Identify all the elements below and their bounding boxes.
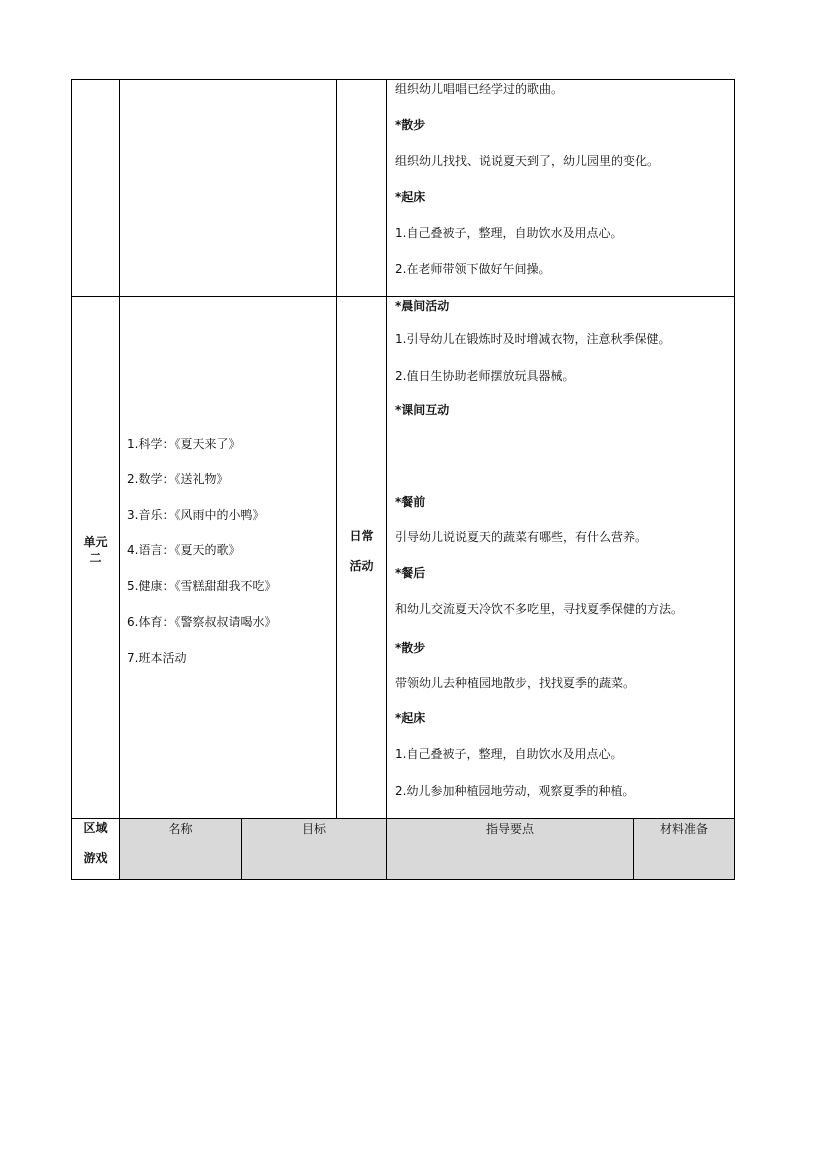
content-line: 组织幼儿找找、说说夏天到了，幼儿园里的变化。 [395, 154, 660, 168]
content-line: 1.引导幼儿在锻炼时及时增减衣物，注意秋季保健。 [395, 332, 671, 346]
content-line: 2.值日生协助老师摆放玩具器械。 [395, 369, 575, 383]
unit-label: 单元 [83, 535, 108, 549]
activity-heading: *餐前 [395, 495, 426, 509]
activity-heading: *晨间活动 [395, 299, 450, 313]
content-line: 2.幼儿参加种植园地劳动，观察夏季的种植。 [395, 784, 635, 798]
col-divider [119, 79, 120, 880]
daily-activity-label: 日常 [349, 529, 374, 543]
content-line: 组织幼儿唱唱已经学过的歌曲。 [395, 82, 564, 96]
area-game-label: 游戏 [83, 851, 108, 865]
header-name: 名称 [168, 822, 193, 836]
activity-heading: *课间互动 [395, 403, 450, 417]
activity-heading: *起床 [395, 711, 426, 725]
lesson-item: 4.语言：《夏天的歌》 [127, 543, 241, 557]
header-guidance: 指导要点 [485, 822, 534, 836]
lesson-item: 7.班本活动 [127, 651, 187, 665]
row-divider [71, 818, 735, 819]
col-divider [386, 79, 387, 880]
header-materials: 材料准备 [659, 822, 708, 836]
header-goal: 目标 [301, 822, 326, 836]
content-line: 和幼儿交流夏天冷饮不多吃里，寻找夏季保健的方法。 [395, 602, 684, 616]
lesson-item: 1.科学：《夏天来了》 [127, 437, 241, 451]
content-line: 带领幼儿去种植园地散步，找找夏季的蔬菜。 [395, 676, 636, 690]
activity-heading: *散步 [395, 118, 426, 132]
content-line: 2.在老师带领下做好午间操。 [395, 262, 551, 276]
row-divider [71, 296, 735, 297]
area-game-label: 区域 [83, 821, 108, 835]
unit-number: 二 [89, 551, 102, 565]
content-line: 引导幼儿说说夏天的蔬菜有哪些，有什么营养。 [395, 530, 648, 544]
lesson-item: 2.数学：《送礼物》 [127, 472, 229, 486]
activity-heading: *餐后 [395, 566, 426, 580]
lesson-item: 6.体育：《警察叔叔请喝水》 [127, 615, 277, 629]
activity-heading: *散步 [395, 641, 426, 655]
daily-activity-label: 活动 [349, 559, 374, 573]
lesson-item: 3.音乐：《风雨中的小鸭》 [127, 508, 265, 522]
lesson-item: 5.健康：《雪糕甜甜我不吃》 [127, 579, 277, 593]
col-divider [336, 79, 337, 819]
content-line: 1.自己叠被子，整理，自助饮水及用点心。 [395, 747, 623, 761]
content-line: 1.自己叠被子，整理，自助饮水及用点心。 [395, 226, 623, 240]
activity-heading: *起床 [395, 190, 426, 204]
